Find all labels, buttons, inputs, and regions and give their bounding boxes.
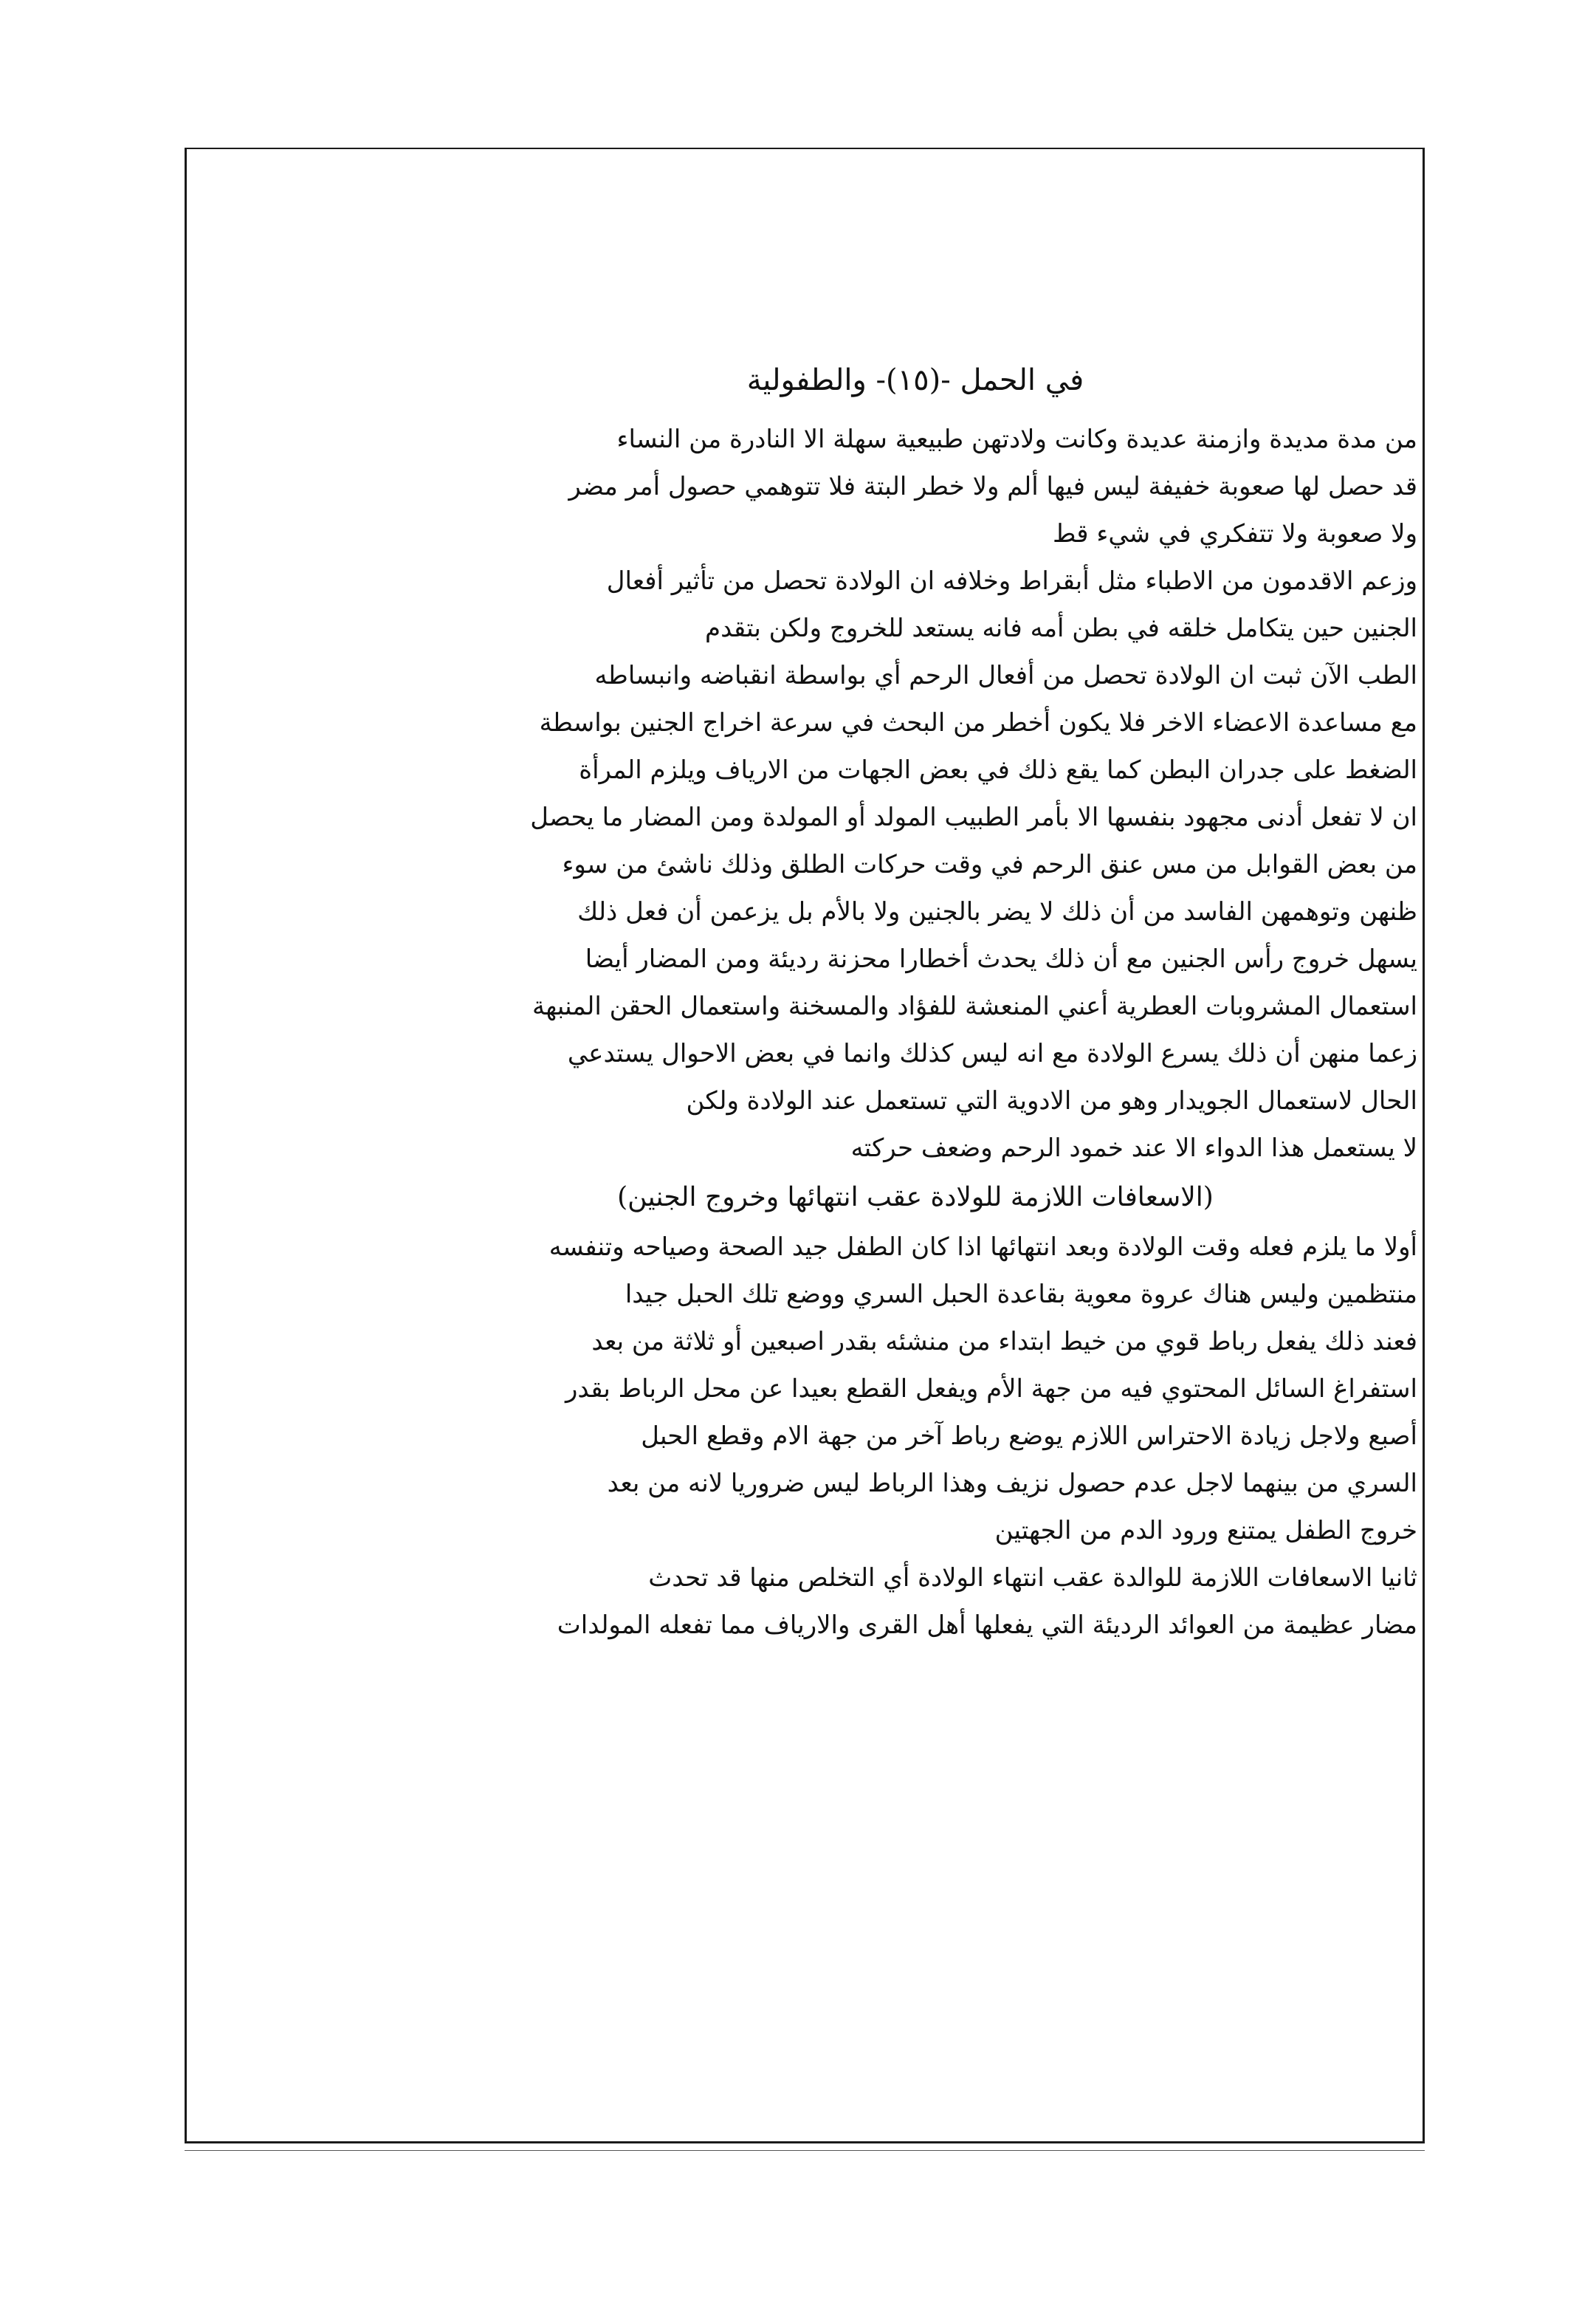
paragraph-1: [413, 416, 1417, 557]
paragraph-4: [413, 1554, 1417, 1649]
text-line: استفراغ السائل المحتوي فيه من جهة الأم ويفعل القطع بعيدا عن محل الرباط بقدر: [565, 1374, 1417, 1404]
text-line: منتظمين وليس هناك عروة معوية بقاعدة الحبل السري ووضع تلك الحبل جيدا: [625, 1280, 1417, 1309]
text-line: يسهل خروج رأس الجنين مع أن ذلك يحدث أخطارا محزنة رديئة ومن المضار أيضا: [585, 944, 1417, 974]
text-line: زعما منهن أن ذلك يسرع الولادة مع انه ليس كذلك وانما في بعض الاحوال يستدعي: [567, 1039, 1417, 1068]
text-line: ولا صعوبة ولا تتفكري في شيء قط: [1053, 519, 1417, 549]
text-line: خروج الطفل يمتنع ورود الدم من الجهتين: [994, 1516, 1417, 1545]
bottom-rule-thin: [185, 2150, 1425, 2151]
text-line: قد حصل لها صعوبة خفيفة ليس فيها ألم ولا خطر البتة فلا تتوهمي حصول أمر مضر: [568, 472, 1417, 501]
text-line: مع مساعدة الاعضاء الاخر فلا يكون أخطر من البحث في سرعة اخراج الجنين بواسطة: [539, 708, 1417, 738]
text-line: أولا ما يلزم فعله وقت الولادة وبعد انتهائها اذا كان الطفل جيد الصحة وصياحه وتنفسه: [548, 1232, 1417, 1262]
text-line: ان لا تفعل أدنى مجهود بنفسها الا بأمر الطبيب المولد أو المولدة ومن المضار ما يحصل: [530, 803, 1417, 832]
text-line: الطب الآن ثبت ان الولادة تحصل من أفعال الرحم أي بواسطة انقباضه وانبساطه: [594, 661, 1417, 690]
text-line: استعمال المشروبات العطرية أعني المنعشة للفؤاد والمسخنة واستعمال الحقن المنبهة: [532, 992, 1417, 1021]
text-line: لا يستعمل هذا الدواء الا عند خمود الرحم وضعف حركته: [850, 1133, 1417, 1163]
text-line: ثانيا الاسعافات اللازمة للوالدة عقب انتهاء الولادة أي التخلص منها قد تحدث: [648, 1563, 1417, 1593]
paragraph-2: [413, 557, 1417, 1172]
text-line: الضغط على جدران البطن كما يقع ذلك في بعض الجهات من الارياف ويلزم المرأة: [579, 755, 1417, 785]
text-line: فعند ذلك يفعل رباط قوي من خيط ابتداء من منشئه بقدر اصبعين أو ثلاثة من بعد: [591, 1327, 1417, 1356]
text-line: وزعم الاقدمون من الاطباء مثل أبقراط وخلافه ان الولادة تحصل من تأثير أفعال: [606, 566, 1417, 596]
bottom-rule: [185, 2141, 1425, 2143]
running-head: في الحمل -(١٥)- والطفولية: [746, 363, 1084, 397]
text-line: ظنهن وتوهمهن الفاسد من أن ذلك لا يضر بالجنين ولا بالأم بل يزعمن أن فعل ذلك: [577, 897, 1417, 927]
text-line: أصبع ولاجل زيادة الاحتراس اللازم يوضع رباط آخر من جهة الام وقطع الحبل: [641, 1421, 1417, 1451]
section-heading: (الاسعافات اللازمة للولادة عقب انتهائها وخروج الجنين): [617, 1182, 1214, 1212]
text-line: من بعض القوابل من مس عنق الرحم في وقت حركات الطلق وذلك ناشئ من سوء: [562, 850, 1417, 879]
text-line: مضار عظيمة من العوائد الرديئة التي يفعلها أهل القرى والارياف مما تفعله المولدات: [557, 1610, 1417, 1640]
page-content: [413, 358, 1417, 1649]
paragraph-3: [413, 1223, 1417, 1554]
text-line: من مدة مديدة وازمنة عديدة وكانت ولادتهن طبيعية سهلة الا النادرة من النساء: [616, 425, 1417, 454]
text-line: الحال لاستعمال الجويدار وهو من الادوية التي تستعمل عند الولادة ولكن: [686, 1086, 1417, 1116]
text-line: الجنين حين يتكامل خلقه في بطن أمه فانه يستعد للخروج ولكن بتقدم: [705, 614, 1417, 643]
text-line: السري من بينهما لاجل عدم حصول نزيف وهذا الرباط ليس ضروريا لانه من بعد: [607, 1469, 1417, 1498]
